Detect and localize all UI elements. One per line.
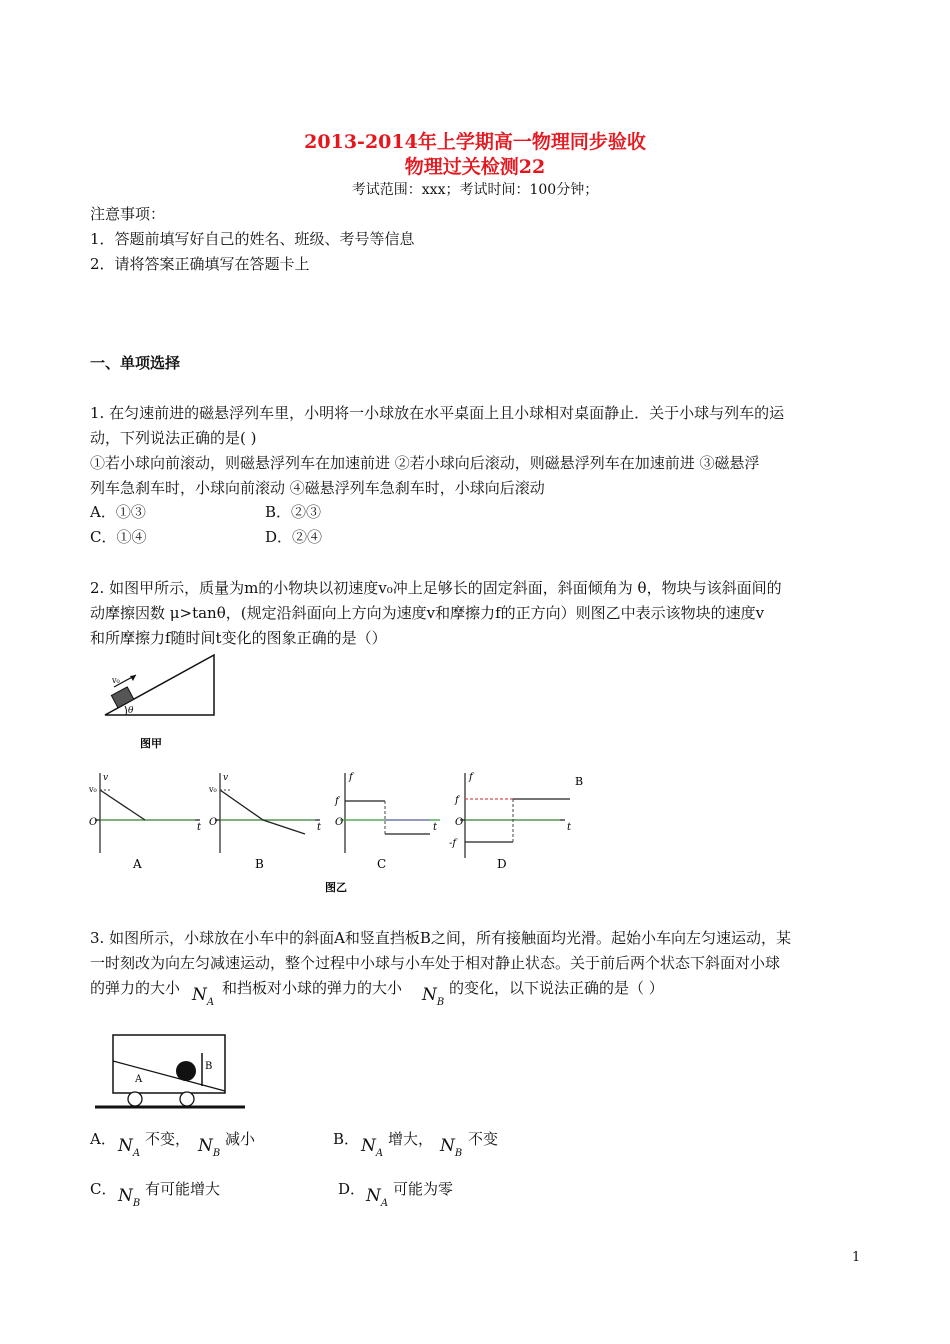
symbol-nb: $N_B$	[198, 1136, 221, 1159]
svg-text:v₀: v₀	[209, 785, 217, 794]
graph-b	[208, 773, 322, 871]
svg-text:O: O	[335, 817, 344, 828]
figure-cart	[95, 1033, 245, 1111]
svg-text:v: v	[223, 773, 229, 783]
symbol-na: $N_A$	[192, 985, 215, 1008]
symbol-nb: $N_B$	[118, 1186, 141, 1209]
q1-option-b: B．②③	[265, 503, 322, 521]
q2-line: 动摩擦因数 μ>tanθ，(规定沿斜面向上方向为速度v和摩擦力f的正方向）则图乙中表示该物块的速度v	[90, 604, 765, 622]
graph-c-label: C	[377, 857, 387, 871]
section-title: 一、单项选择	[90, 354, 181, 372]
graph-a-label: A	[133, 857, 142, 871]
note-item: 2．请将答案正确填写在答题卡上	[90, 255, 310, 273]
q1-option-d: D．②④	[265, 528, 323, 546]
svg-text:f: f	[349, 772, 353, 783]
theta-label: θ	[128, 706, 134, 716]
svg-text:f: f	[469, 772, 473, 783]
ball	[176, 1061, 196, 1081]
graph-a	[88, 773, 202, 871]
svg-text:O: O	[209, 817, 218, 828]
svg-text:v: v	[103, 773, 109, 783]
page-title: 2013-2014年上学期高一物理同步验收	[304, 131, 646, 153]
q2-line: 和所摩擦力f随时间t变化的图象正确的是（）	[90, 629, 387, 647]
symbol-na: $N_A$	[366, 1186, 389, 1209]
label-slope-a: A	[135, 1074, 143, 1085]
svg-text:t: t	[317, 822, 322, 833]
svg-text:t: t	[567, 822, 572, 833]
q1-line: 动，下列说法正确的是( )	[90, 429, 257, 447]
q3-option-a-prefix: A．	[90, 1130, 116, 1148]
q3-option-d-text: 可能为零	[393, 1180, 454, 1198]
symbol-na: $N_A$	[118, 1136, 141, 1159]
q1-option-a: A．①③	[90, 503, 146, 521]
svg-text:t: t	[433, 822, 438, 833]
q3-option-b-text2: 不变	[468, 1130, 499, 1148]
wheel-right	[180, 1092, 194, 1106]
angle-arc	[125, 706, 126, 715]
page-number: 1	[852, 1250, 861, 1265]
q3-option-c-prefix: C．	[90, 1180, 117, 1198]
figure-incline	[100, 650, 225, 750]
svg-text:v₀: v₀	[89, 785, 97, 794]
symbol-nb: $N_B$	[422, 985, 445, 1008]
svg-text:f: f	[455, 795, 459, 806]
q1-line: 列车急刹车时，小球向前滚动 ④磁悬浮列车急刹车时，小球向后滚动	[90, 479, 545, 497]
q3-line: 一时刻改为向左匀减速运动，整个过程中小球与小车处于相对静止状态。关于前后两个状态下斜面对小球	[90, 954, 781, 972]
wheel-left	[128, 1092, 142, 1106]
caption-jia: 图甲	[140, 737, 162, 750]
q3-option-d-prefix: D．	[338, 1180, 366, 1198]
q3-line: 3. 如图所示，小球放在小车中的斜面A和竖直挡板B之间，所有接触面均光滑。起始小车向左匀速运动，某	[90, 929, 791, 947]
graph-d	[449, 772, 583, 871]
graph-d-label: D	[497, 857, 507, 871]
block	[111, 687, 133, 708]
q2-line: 2. 如图甲所示，质量为m的小物块以初速度v₀冲上足够长的固定斜面，斜面倾角为 θ，物块与该斜面间的	[90, 579, 782, 597]
graph-a-line	[100, 790, 145, 820]
graph-corner-mark: B	[575, 775, 584, 788]
q1-line: ①若小球向前滚动，则磁悬浮列车在加速前进 ②若小球向后滚动，则磁悬浮列车在加速前进 ③磁悬浮	[90, 454, 760, 472]
q3-line3-b: 和挡板对小球的弹力的大小	[222, 979, 403, 997]
caption-yi: 图乙	[325, 881, 347, 894]
svg-text:O: O	[89, 817, 98, 828]
q3-option-a-text2: 减小	[225, 1130, 256, 1148]
q3-line3-c: 的变化，以下说法正确的是（ ）	[449, 979, 664, 997]
page-subtitle: 物理过关检测22	[404, 156, 546, 178]
q3-option-b-text1: 增大，	[388, 1130, 434, 1148]
v0-label: v₀	[112, 676, 120, 685]
symbol-na: $N_A$	[361, 1136, 384, 1159]
q3-option-b-prefix: B．	[333, 1130, 360, 1148]
svg-text:t: t	[197, 822, 202, 833]
svg-text:O: O	[455, 817, 464, 828]
q3-option-c-text: 有可能增大	[145, 1180, 221, 1198]
graph-c	[334, 772, 440, 871]
figure-graphs	[85, 768, 605, 898]
svg-text:-f: -f	[449, 838, 457, 849]
graph-b-line	[220, 790, 305, 834]
svg-text:f: f	[335, 796, 339, 807]
note-item: 1．答题前填写好自己的姓名、班级、考号等信息	[90, 230, 415, 248]
q1-option-c: C．①④	[90, 528, 147, 546]
q3-option-a-text1: 不变，	[145, 1130, 191, 1148]
q1-line: 1. 在匀速前进的磁悬浮列车里，小明将一小球放在水平桌面上且小球相对桌面静止．关于小球与列车的运	[90, 404, 785, 422]
notes-heading: 注意事项：	[90, 205, 166, 223]
q3-line3-a: 的弹力的大小	[90, 979, 181, 997]
graph-b-label: B	[255, 857, 264, 871]
symbol-nb: $N_B$	[440, 1136, 463, 1159]
exam-info: 考试范围：xxx；考试时间：100分钟；	[351, 182, 599, 198]
label-board-b: B	[205, 1061, 213, 1072]
